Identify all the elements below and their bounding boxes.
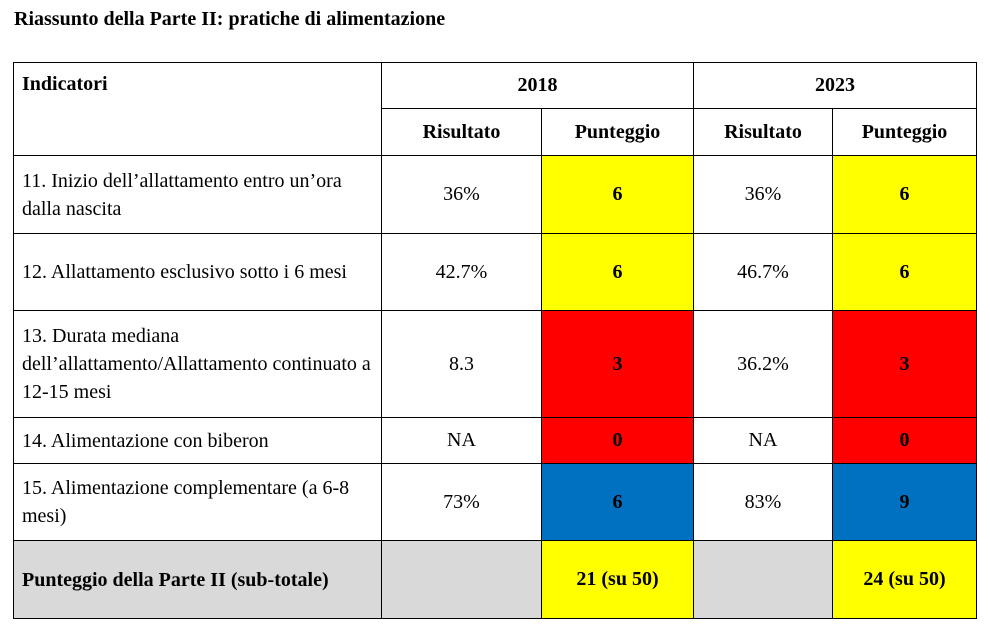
score-header-2023: Punteggio: [833, 109, 977, 156]
result-header-2023: Risultato: [694, 109, 833, 156]
score-2023: 0: [833, 418, 977, 464]
result-2023: 36%: [694, 156, 833, 234]
score-2018: 6: [542, 464, 694, 541]
score-2018: 6: [542, 234, 694, 311]
total-result-2018: [382, 541, 542, 619]
score-2018: 0: [542, 418, 694, 464]
total-label: Punteggio della Parte II (sub-totale): [14, 541, 382, 619]
score-2023: 3: [833, 311, 977, 418]
total-score-2023: 24 (su 50): [833, 541, 977, 619]
indicator-label: 14. Alimentazione con biberon: [14, 418, 382, 464]
score-2018: 6: [542, 156, 694, 234]
score-2023: 9: [833, 464, 977, 541]
result-2023: 36.2%: [694, 311, 833, 418]
score-header-2018: Punteggio: [542, 109, 694, 156]
score-2018: 3: [542, 311, 694, 418]
indicator-label: 15. Alimentazione complementare (a 6-8 mesi): [14, 464, 382, 541]
result-2018: NA: [382, 418, 542, 464]
table-row: [14, 156, 977, 234]
year-header-2018: 2018: [382, 63, 694, 109]
total-result-2023: [694, 541, 833, 619]
table-row: [14, 311, 977, 418]
result-2018: 36%: [382, 156, 542, 234]
total-score-2018: 21 (su 50): [542, 541, 694, 619]
result-2023: 83%: [694, 464, 833, 541]
result-2018: 73%: [382, 464, 542, 541]
table-row: [14, 234, 977, 311]
score-2023: 6: [833, 234, 977, 311]
indicator-label: 13. Durata mediana dell’allattamento/Allattamento continuato a 12-15 mesi: [14, 311, 382, 418]
result-2023: NA: [694, 418, 833, 464]
indicator-label: 11. Inizio dell’allattamento entro un’ora dalla nascita: [14, 156, 382, 234]
result-2018: 8.3: [382, 311, 542, 418]
year-header-2023: 2023: [694, 63, 977, 109]
result-header-2018: Risultato: [382, 109, 542, 156]
page-title: Riassunto della Parte II: pratiche di alimentazione: [14, 8, 446, 30]
indicator-label: 12. Allattamento esclusivo sotto i 6 mesi: [14, 234, 382, 311]
total-row: [14, 541, 977, 619]
result-2023: 46.7%: [694, 234, 833, 311]
feeding-practices-table: [13, 62, 977, 619]
table-row: [14, 418, 977, 464]
table-row: [14, 464, 977, 541]
score-2023: 6: [833, 156, 977, 234]
indicator-header: Indicatori: [14, 63, 382, 156]
result-2018: 42.7%: [382, 234, 542, 311]
